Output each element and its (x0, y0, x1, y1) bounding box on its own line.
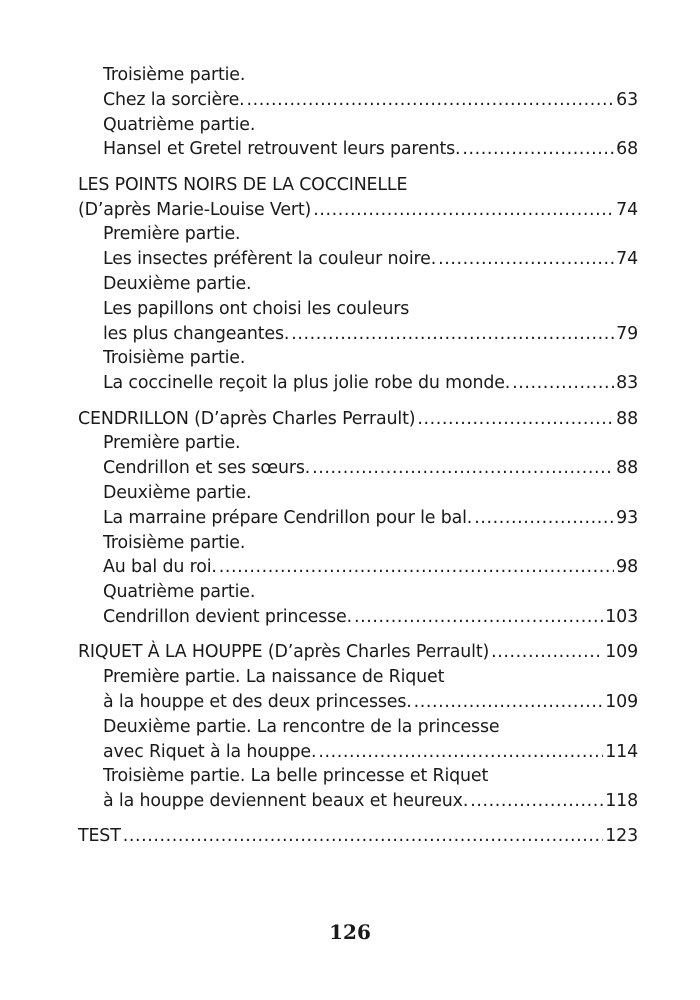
toc-entry (78, 456, 638, 481)
toc-entry (78, 580, 638, 605)
toc-section-title (78, 824, 638, 849)
toc-entry-text: Quatrième partie. (103, 114, 256, 135)
toc-entry-text: Deuxième partie. (103, 482, 252, 503)
toc-entry-text: Au bal du roi. (103, 557, 217, 578)
toc-entry-text: à la houppe et des deux princesses. (103, 691, 412, 712)
toc-page-number: 109 (605, 691, 638, 712)
toc-entry-text: Première partie. (103, 224, 241, 245)
toc-entry (78, 247, 638, 272)
toc-entry-text: Deuxième partie. La rencontre de la princesse (103, 716, 500, 737)
toc-page-number: 123 (605, 826, 638, 847)
toc-entry (78, 506, 638, 531)
dot-leader (291, 322, 614, 347)
toc-entry-text: avec Riquet à la houppe. (103, 741, 317, 762)
toc-page-number: 114 (605, 741, 638, 762)
toc-entry (78, 789, 638, 814)
toc-entry-text: Cendrillon devient princesse. (103, 606, 352, 627)
dot-leader (438, 247, 614, 272)
toc-entry-text: Troisième partie. (103, 65, 246, 85)
toc-page-number: 118 (605, 791, 638, 812)
toc-entry-text: Deuxième partie. (103, 273, 252, 294)
toc-page-number: 88 (616, 458, 638, 479)
dot-leader (417, 407, 614, 432)
toc-entry (78, 63, 638, 88)
toc-page-number: 88 (616, 408, 638, 429)
toc-entry-text: Troisième partie. (103, 348, 246, 369)
dot-leader (247, 88, 615, 113)
table-of-contents (78, 63, 638, 849)
toc-entry (78, 431, 638, 456)
toc-page-number: 83 (616, 373, 638, 394)
toc-page-number: 98 (616, 557, 638, 578)
toc-entry (78, 481, 638, 506)
toc-section-title (78, 173, 638, 198)
toc-entry-text: Première partie. La naissance de Riquet (103, 667, 445, 688)
toc-entry-text: TEST (78, 826, 121, 847)
toc-entry-text: Troisième partie. (103, 532, 246, 553)
toc-entry-text: LES POINTS NOIRS DE LA COCCINELLE (78, 174, 408, 195)
toc-section-title (78, 407, 638, 432)
toc-entry-text: Première partie. (103, 433, 241, 454)
toc-entry-text: Troisième partie. La belle princesse et Riquet (103, 766, 489, 787)
toc-entry-text: Les insectes préfèrent la couleur noire. (103, 249, 437, 270)
toc-entry-text: (D’après Marie-Louise Vert) (78, 199, 312, 220)
toc-entry-text: Hansel et Gretel retrouvent leurs parents. (103, 139, 461, 160)
dot-leader (318, 740, 603, 765)
toc-entry (78, 690, 638, 715)
toc-entry (78, 665, 638, 690)
toc-page-number: 109 (605, 642, 638, 663)
toc-entry (78, 346, 638, 371)
toc-entry (78, 740, 638, 765)
dot-leader (354, 605, 603, 630)
dot-leader (512, 371, 614, 396)
dot-leader (491, 640, 603, 665)
toc-entry (78, 605, 638, 630)
dot-leader (462, 137, 614, 162)
toc-entry (78, 322, 638, 347)
toc-page-number: 74 (616, 249, 638, 270)
toc-entry (78, 137, 638, 162)
toc-page-number: 63 (616, 89, 638, 110)
toc-page-number: 103 (605, 606, 638, 627)
toc-entry (78, 297, 638, 322)
toc-entry (78, 272, 638, 297)
toc-entry-text: Chez la sorcière. (103, 89, 245, 110)
dot-leader (470, 789, 603, 814)
toc-section-title (78, 640, 638, 665)
toc-entry-text: CENDRILLON (D’après Charles Perrault) (78, 408, 416, 429)
toc-entry (78, 113, 638, 138)
dot-leader (474, 506, 614, 531)
toc-entry (78, 531, 638, 556)
toc-entry-text: les plus changeantes. (103, 323, 290, 344)
dot-leader (123, 824, 604, 849)
dot-leader (312, 456, 614, 481)
toc-page-number: 74 (616, 199, 638, 220)
toc-entry-text: La coccinelle reçoit la plus jolie robe du monde. (103, 373, 511, 394)
toc-page-number: 93 (616, 507, 638, 528)
toc-page-number: 68 (616, 139, 638, 160)
dot-leader (219, 555, 614, 580)
toc-entry (78, 555, 638, 580)
toc-entry-text: La marraine prépare Cendrillon pour le bal. (103, 507, 473, 528)
toc-entry (78, 222, 638, 247)
toc-entry-text: RIQUET À LA HOUPPE (D’après Charles Perrault) (78, 642, 490, 663)
toc-entry (78, 715, 638, 740)
toc-entry-text: à la houppe deviennent beaux et heureux. (103, 791, 469, 812)
dot-leader (313, 198, 614, 223)
dot-leader (414, 690, 604, 715)
toc-entry (78, 371, 638, 396)
toc-entry-text: Les papillons ont choisi les couleurs (103, 298, 410, 319)
toc-entry-text: Quatrième partie. (103, 582, 256, 603)
toc-page-number: 79 (616, 323, 638, 344)
toc-entry-text: Cendrillon et ses sœurs. (103, 458, 311, 479)
page-number: 126 (329, 920, 371, 944)
toc-entry (78, 764, 638, 789)
toc-entry (78, 88, 638, 113)
toc-section-title (78, 198, 638, 223)
